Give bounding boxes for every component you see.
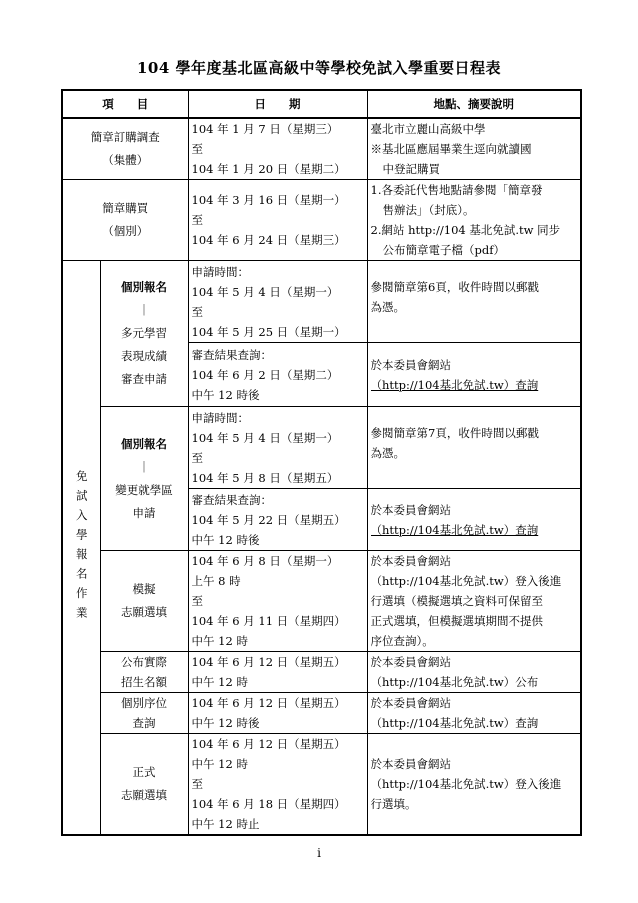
cell-text-line: 審查申請 (121, 372, 167, 386)
cell-text-line: 行選填。 (370, 797, 417, 811)
item-cell (100, 693, 188, 734)
cell-text-line: 公布簡章電子檔（pdf） (382, 243, 505, 257)
cell-text-line: 參閱簡章第6頁，收件時間以郵戳 (370, 280, 539, 294)
cell-text-line: 招生名額 (121, 675, 167, 689)
date-cell (188, 652, 367, 693)
description-cell (367, 343, 581, 407)
website-link[interactable]: （http://104基北免試.tw）查詢 (370, 716, 539, 730)
cell-text-line: 至 (191, 304, 203, 319)
header-row (62, 90, 581, 118)
website-link[interactable]: （http://104基北免試.tw）查詢 (370, 377, 539, 392)
cell-text-line: 志願選填 (121, 605, 167, 619)
cell-text-line: 104 年 6 月 12 日（星期五） (191, 655, 346, 669)
cell-text-line: 至 (191, 450, 203, 465)
date-cell (188, 343, 367, 407)
cell-text-line: 申請時間： (191, 410, 249, 425)
description-cell (367, 652, 581, 693)
cell-text-line: 於本委員會網站 (370, 696, 451, 710)
cell-text-line: 查詢 (132, 716, 156, 730)
cell-text-line: 104 年 6 月 2 日（星期二） (191, 367, 339, 382)
cell-text-line: 表現成績 (121, 349, 167, 363)
cell-text-line: 中登記購買 (382, 162, 440, 176)
header-description: 地點、摘要說明 (367, 90, 581, 118)
cell-text-line: ※基北區應屆畢業生逕向就讀國 (370, 142, 532, 156)
cell-text-line: 正式 (132, 765, 156, 779)
cell-text-line: 104 年 6 月 24 日（星期三） (191, 233, 346, 247)
website-link[interactable]: （http://104基北免試.tw）登入後進 (370, 777, 562, 791)
cell-text-line: 個別序位 (121, 696, 167, 710)
cell-text-line: 104 年 3 月 16 日（星期一） (191, 193, 346, 207)
date-cell (188, 261, 367, 343)
cell-text-line: 2.網站 http://104 基北免試.tw 同步 (370, 223, 561, 237)
cell-text-line: 於本委員會網站 (370, 655, 451, 669)
cell-text-line: 模擬 (132, 582, 156, 596)
cell-text-line: 104 年 1 月 7 日（星期三） (191, 122, 339, 136)
cell-text-line: 審查結果查詢： (191, 347, 272, 362)
cell-text-line: ｜ (138, 303, 150, 317)
cell-text-line: 個別報名 (121, 436, 167, 451)
cell-text-line: 104 年 6 月 12 日（星期五） (191, 696, 346, 710)
cell-text-line: 申請時間： (191, 264, 249, 279)
date-cell (188, 551, 367, 652)
cell-text-line: 104 年 5 月 25 日（星期一） (191, 324, 346, 339)
cell-text-line: 上午 8 時 (191, 574, 241, 588)
cell-text-line: 簡章訂購調查 (90, 130, 160, 144)
cell-text-line: 行選填（模擬選填之資料可保留至 (370, 594, 543, 608)
cell-text-line: 104 年 5 月 4 日（星期一） (191, 284, 339, 299)
description-cell (367, 118, 581, 180)
cell-text-line: ｜ (138, 459, 150, 474)
cell-text-line: 104 年 5 月 4 日（星期一） (191, 430, 339, 445)
cell-text-line: 個別報名 (121, 280, 167, 294)
description-cell (367, 407, 581, 489)
page-title: 104 學年度基北區高級中等學校免試入學重要日程表 (136, 59, 502, 77)
cell-text-line: 為憑。 (370, 300, 405, 314)
schedule-table (61, 89, 582, 836)
date-cell (188, 407, 367, 489)
cell-text-line: 104 年 6 月 8 日（星期一） (191, 554, 339, 568)
item-cell (100, 407, 188, 551)
cell-text-line: 於本委員會網站 (370, 757, 451, 771)
cell-text-line: 至 (191, 142, 203, 156)
cell-text-line: 公布實際 (121, 655, 167, 669)
description-cell (367, 734, 581, 836)
cell-text-line: 簡章購買 (102, 201, 149, 215)
date-cell (188, 693, 367, 734)
header-date: 日 期 (188, 90, 367, 118)
website-link[interactable]: （http://104基北免試.tw）查詢 (370, 522, 539, 537)
cell-text-line: 於本委員會網站 (370, 357, 451, 372)
date-cell (188, 489, 367, 551)
cell-text-line: 中午 12 時 (191, 634, 248, 648)
website-link[interactable]: （http://104基北免試.tw）登入後進 (370, 574, 562, 588)
cell-text-line: 申請 (132, 505, 156, 520)
description-cell (367, 693, 581, 734)
header-item: 項 目 (62, 90, 188, 118)
cell-text-line: 臺北市立麗山高級中學 (370, 122, 486, 136)
cell-text-line: 中午 12 時止 (191, 817, 260, 831)
cell-text-line: 審查結果查詢： (191, 492, 272, 507)
table-row (62, 693, 581, 734)
table-row (62, 652, 581, 693)
cell-text-line: 序位查詢）。 (370, 634, 434, 648)
website-link[interactable]: （http://104基北免試.tw）公布 (370, 675, 539, 689)
item-cell (100, 734, 188, 836)
cell-text-line: 104 年 6 月 18 日（星期四） (191, 797, 346, 811)
cell-text-line: 104 年 5 月 8 日（星期五） (191, 470, 339, 485)
cell-text-line: 志願選填 (121, 788, 167, 802)
group-label-cell (62, 261, 100, 836)
cell-text-line: 中午 12 時後 (191, 532, 260, 547)
cell-text-line: 於本委員會網站 (370, 554, 451, 568)
item-cell (100, 551, 188, 652)
table-row (62, 551, 581, 652)
cell-text-line: 1.各委託代售地點請參閱「簡章發 (370, 183, 543, 197)
cell-text-line: 104 年 5 月 22 日（星期五） (191, 512, 346, 527)
table-row (62, 180, 581, 261)
cell-text-line: 變更就學區 (115, 482, 173, 497)
item-cell (62, 180, 188, 261)
table-row (62, 118, 581, 180)
date-cell (188, 734, 367, 836)
table-row (62, 734, 581, 836)
cell-text-line: （集體） (102, 153, 149, 167)
cell-text-line: 中午 12 時 (191, 757, 248, 771)
cell-text-line: 於本委員會網站 (370, 502, 451, 517)
table-row (62, 261, 581, 343)
cell-text-line: （個別） (102, 224, 149, 238)
cell-text-line: 中午 12 時後 (191, 387, 260, 402)
description-cell (367, 261, 581, 343)
cell-text-line: 為憑。 (370, 446, 405, 460)
cell-text-line: 至 (191, 594, 203, 608)
description-cell (367, 489, 581, 551)
description-cell (367, 180, 581, 261)
cell-text-line: 104 年 1 月 20 日（星期二） (191, 162, 346, 176)
table-row (62, 407, 581, 489)
cell-text-line: 至 (191, 777, 203, 791)
cell-text-line: 參閱簡章第7頁，收件時間以郵戳 (370, 426, 539, 440)
cell-text-line: 中午 12 時 (191, 675, 248, 689)
item-cell (62, 118, 188, 180)
date-cell (188, 118, 367, 180)
item-cell (100, 652, 188, 693)
group-label: 免試入學報名作業 (74, 469, 89, 626)
cell-text-line: 售辦法」（封底）。 (382, 203, 475, 217)
cell-text-line: 中午 12 時後 (191, 716, 260, 730)
cell-text-line: 正式選填，但模擬選填期間不提供 (370, 614, 543, 628)
page-number: i (317, 846, 321, 860)
cell-text-line: 多元學習 (121, 326, 167, 340)
cell-text-line: 104 年 6 月 11 日（星期四） (191, 614, 346, 628)
cell-text-line: 至 (191, 213, 203, 227)
item-cell (100, 261, 188, 407)
description-cell (367, 551, 581, 652)
date-cell (188, 180, 367, 261)
cell-text-line: 104 年 6 月 12 日（星期五） (191, 737, 346, 751)
